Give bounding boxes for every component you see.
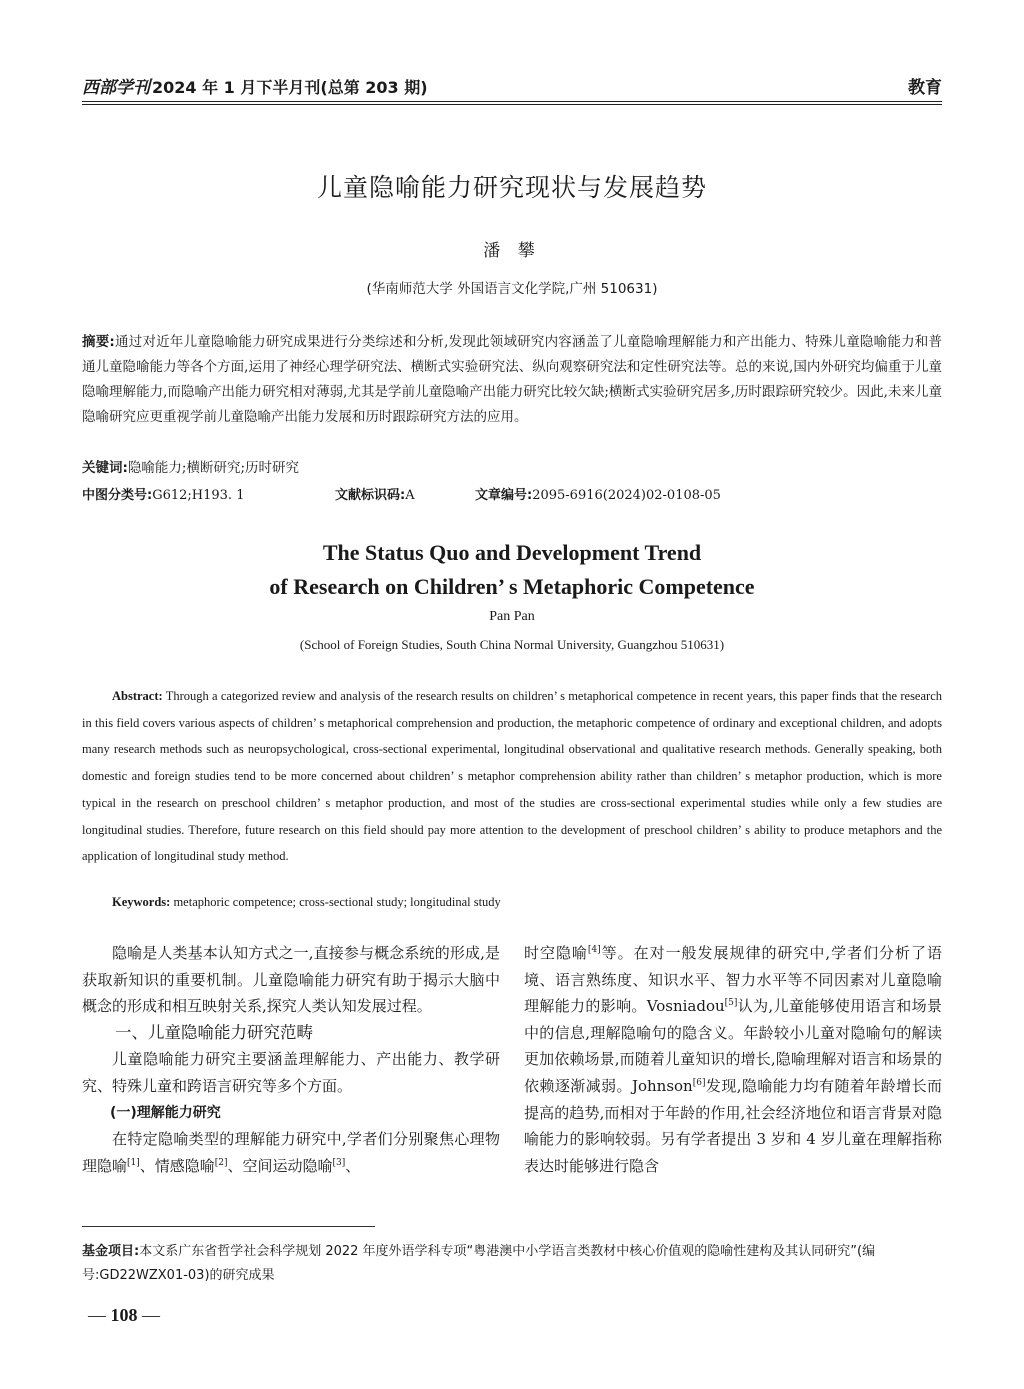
article-no-label: 文章编号:	[475, 488, 533, 503]
keywords-en-text: metaphoric competence; cross-sectional study; longitudinal study	[173, 895, 501, 909]
clc-label: 中图分类号:	[82, 488, 153, 503]
text-run: 、	[345, 1156, 361, 1175]
doc-code-label: 文献标识码:	[335, 488, 406, 503]
footnote-rule	[82, 1226, 375, 1227]
section-heading: 一、儿童隐喻能力研究范畴	[115, 1022, 313, 1042]
text-run: 时空隐喻	[524, 944, 588, 962]
abstract-en	[82, 683, 942, 870]
abstract-zh-label: 摘要:	[82, 334, 115, 350]
text-run: 认为,儿童能够使用语言和场景中的信息,理解隐喻句的隐含义。年龄较小儿童对隐喻句的解读更加依赖场景,而随着儿童知识的增长,隐喻理解对语言和场景的依赖逐渐减弱。Johnson	[524, 997, 942, 1095]
footnote-text: 本文系广东省哲学社会科学规划 2022 年度外语学科专项“粤港澳中小学语言类教材中核心价值观的隐喻性建构及其认同研究”(编号:GD22WZX01-03)的研究成果	[82, 1244, 876, 1283]
citation-ref[interactable]: [5]	[724, 998, 738, 1009]
body-column-left	[82, 940, 500, 1179]
header-rule	[82, 101, 942, 102]
body-paragraph: 儿童隐喻能力研究主要涵盖理解能力、产出能力、教学研究、特殊儿童和跨语言研究等多个方面。	[82, 1050, 500, 1095]
subsection-heading: (一)理解能力研究	[110, 1104, 221, 1121]
document-code	[335, 483, 475, 508]
doc-code-value: A	[405, 488, 415, 503]
page-dash-right: —	[142, 1305, 160, 1325]
page-number-value: 108	[110, 1305, 138, 1325]
text-run: 等。在对一般发展规律的研究中,学者们分析了语境、语言熟练度、知识水平、智力水平等不同因素对儿童隐喻理解能力的影响。Vosniadou	[524, 944, 942, 1016]
affiliation-zh: (华南师范大学 外国语言文化学院,广州 510631)	[366, 281, 658, 297]
issue-info: 2024 年 1 月下半月刊(总第 203 期)	[152, 78, 428, 97]
title-en-line2: of Research on Children’ s Metaphoric Competence	[269, 574, 755, 599]
text-run: 发现,隐喻能力均有随着年龄增长而提高的趋势,而相对于年龄的作用,社会经济地位和语言背景对隐喻能力的影响较弱。另有学者提出 3 岁和 4 岁儿童在理解指称表达时能够进行隐含	[524, 1076, 942, 1175]
keywords-zh-label: 关键词:	[82, 460, 128, 476]
journal-logo: 西部学刊	[82, 78, 150, 98]
clc-value: G612;H193. 1	[152, 488, 245, 503]
article-no-value: 2095-6916(2024)02-0108-05	[532, 488, 721, 503]
title-en-line1: The Status Quo and Development Trend	[322, 540, 702, 565]
author-en: Pan Pan	[489, 609, 535, 624]
page-dash-left: —	[88, 1305, 106, 1325]
page-number	[88, 1305, 160, 1326]
body-paragraph: 隐喻是人类基本认知方式之一,直接参与概念系统的形成,是获取新知识的重要机制。儿童隐喻能力研究有助于揭示大脑中概念的形成和相互映射关系,探究人类认知发展过程。	[82, 944, 500, 1016]
journal-info	[82, 73, 428, 98]
citation-ref[interactable]: [1]	[127, 1157, 140, 1168]
citation-ref[interactable]: [2]	[214, 1157, 228, 1168]
author-zh: 潘 攀	[483, 241, 541, 261]
text-run: 、空间运动隐喻	[227, 1156, 333, 1175]
text-run: 在特定隐喻类型的理解能力研究中,学者们分别聚焦心理物理隐喻	[82, 1130, 500, 1175]
affiliation-en: (School of Foreign Studies, South China Normal University, Guangzhou 510631)	[299, 637, 725, 652]
keywords-en	[112, 891, 942, 913]
section-label: 教育	[908, 78, 942, 98]
citation-ref[interactable]: [6]	[692, 1077, 706, 1088]
article-title-en	[0, 536, 1024, 604]
header-rule-thin	[82, 104, 942, 105]
article-title-zh: 儿童隐喻能力研究现状与发展趋势	[316, 173, 707, 202]
citation-ref[interactable]: [3]	[332, 1157, 346, 1168]
running-header	[82, 72, 942, 98]
abstract-en-text: Through a categorized review and analysis of the research results on children’ s metaphorical competence in recent years, this paper finds that the research in this field covers various aspects of children’ s metaphorical comprehension and production, the metaphoric competence of ordinary and exceptional children, and adopts many research methods such as neuropsychological, cross-sectional experimental, longitudinal observational and qualitative research methods. Generally speaking, both domestic and foreign studies tend to be more concerned about children’ s metaphor comprehension ability rather than children’ s metaphor production, which is more typical in the research on preschool children’ s metaphor production, and most of the studies are cross-sectional experimental studies while only a few studies are longitudinal studies. Therefore, future research on this field should pay more attention to the development of preschool children’ s ability to produce metaphors and the application of longitudinal study method.	[82, 689, 942, 864]
keywords-en-label: Keywords:	[112, 895, 171, 909]
abstract-zh	[82, 330, 942, 430]
abstract-zh-text: 通过对近年儿童隐喻能力研究成果进行分类综述和分析,发现此领域研究内容涵盖了儿童隐喻理解能力和产出能力、特殊儿童隐喻能力和普通儿童隐喻能力等各个方面,运用了神经心理学研究法、横断式实验研究法、纵向观察研究法和定性研究法等。总的来说,国内外研究均偏重于儿童隐喻理解能力,而隐喻产出能力研究相对薄弱,尤其是学前儿童隐喻产出能力研究比较欠缺;横断式实验研究居多,历时跟踪研究较少。因此,未来儿童隐喻研究应更重视学前儿童隐喻产出能力发展和历时跟踪研究方法的应用。	[82, 334, 942, 425]
article-number	[475, 483, 721, 508]
keywords-zh	[82, 456, 942, 481]
clc-number	[82, 483, 335, 508]
funding-footnote	[82, 1240, 942, 1288]
abstract-en-label: Abstract:	[112, 689, 163, 703]
text-run: 、情感隐喻	[139, 1156, 215, 1175]
footnote-label: 基金项目:	[82, 1244, 140, 1259]
body-paragraph	[82, 1126, 500, 1179]
keywords-zh-text: 隐喻能力;横断研究;历时研究	[127, 460, 300, 476]
classification-line	[82, 483, 942, 508]
citation-ref[interactable]: [4]	[587, 945, 601, 955]
body-column-right	[524, 940, 942, 1179]
body-paragraph	[524, 940, 942, 1179]
